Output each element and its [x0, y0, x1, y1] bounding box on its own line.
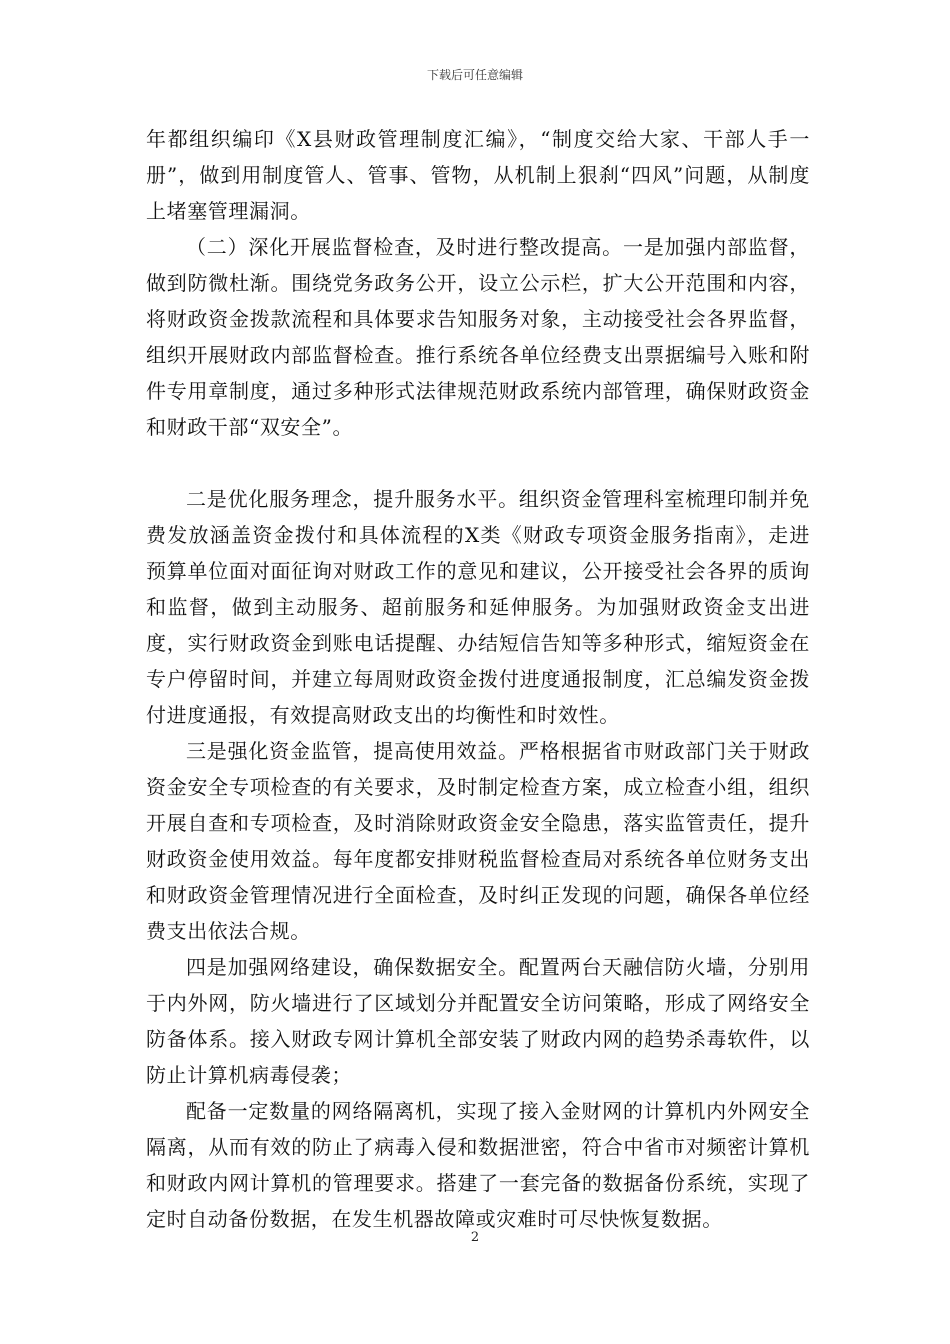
page-number: 2 — [470, 1230, 480, 1245]
paragraph-continued: 年都组织编印《X县财政管理制度汇编》，“制度交给大家、干部人手一册”，做到用制度管人、管事、管物，从机制上狠刹“四风”问题，从制度上堵塞管理漏洞。 — [146, 127, 810, 223]
paragraph-isolation: 配备一定数量的网络隔离机，实现了接入金财网的计算机内外网安全隔离，从而有效的防止了病毒入侵和数据泄密，符合中省市对频密计算机和财政内网计算机的管理要求。搭建了一套完备的数据备份系统，实现了定时自动备份数据，在发生机器故障或灾难时可尽快恢复数据。 — [146, 1099, 810, 1231]
paragraph-fund-supervision: 三是强化资金监管，提高使用效益。严格根据省市财政部门关于财政资金安全专项检查的有关要求，及时制定检查方案，成立检查小组，组织开展自查和专项检查，及时消除财政资金安全隐患，落实监管责任，提升财政资金使用效益。每年度都安排财税监督检查局对系统各单位财务支出和财政资金管理情况进行全面检查，及时纠正发现的问题，确保各单位经费支出依法合规。 — [146, 739, 810, 943]
paragraph-service: 二是优化服务理念，提升服务水平。组织资金管理科室梳理印制并免费发放涵盖资金拨付和具体流程的X类《财政专项资金服务指南》，走进预算单位面对面征询对财政工作的意见和建议，公开接受社会各界的质询和监督，做到主动服务、超前服务和延伸服务。为加强财政资金支出进度，实行财政资金到账电话提醒、办结短信告知等多种形式，缩短资金在专户停留时间，并建立每周财政资金拨付进度通报制度，汇总编发资金拨付进度通报，有效提高财政支出的均衡性和时效性。 — [146, 487, 810, 727]
paragraph-supervision: （二）深化开展监督检查，及时进行整改提高。一是加强内部监督，做到防微杜渐。围绕党务政务公开，设立公示栏，扩大公开范围和内容，将财政资金拨款流程和具体要求告知服务对象，主动接受社会各界监督，组织开展财政内部监督检查。推行系统各单位经费支出票据编号入账和附件专用章制度，通过多种形式法律规范财政系统内部管理，确保财政资金和财政干部“双安全”。 — [146, 235, 810, 439]
paragraph-network: 四是加强网络建设，确保数据安全。配置两台天融信防火墙，分别用于内外网，防火墙进行了区域划分并配置安全访问策略，形成了网络安全防备体系。接入财政专网计算机全部安装了财政内网的趋势杀毒软件，以防止计算机病毒侵袭； — [146, 955, 810, 1087]
document-body — [146, 121, 810, 1237]
header-note: 下载后可任意编辑 — [426, 68, 523, 82]
paragraph-gap — [146, 445, 810, 481]
